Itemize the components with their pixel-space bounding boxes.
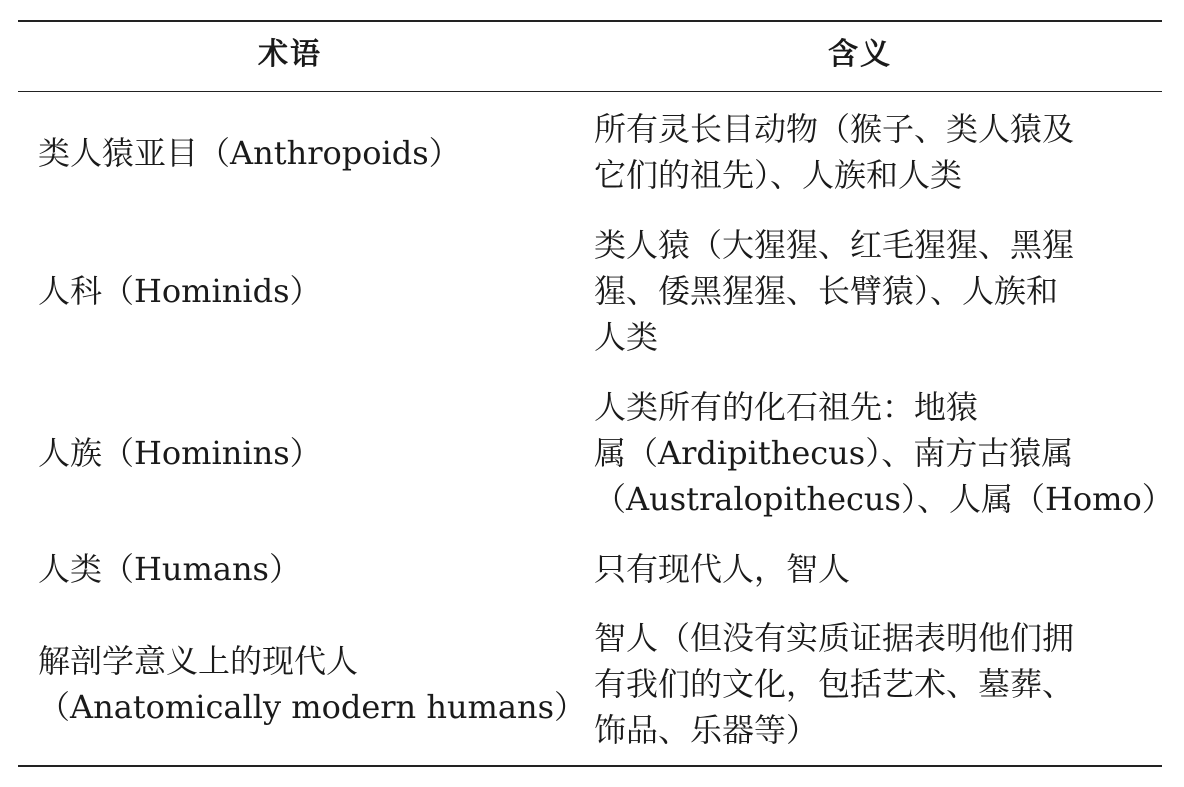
- meaning-line: 智人（但没有实质证据表明他们拥: [594, 619, 1075, 657]
- table-top-rule: [18, 20, 1162, 22]
- column-header-meaning: 含义: [828, 37, 892, 72]
- term-line: 人类（Humans）: [38, 550, 301, 588]
- meaning-line: 人类: [594, 318, 659, 356]
- term-line: （Anatomically modern humans）: [38, 688, 587, 726]
- meaning-line: 饰品、乐器等）: [594, 711, 819, 749]
- term-line: 类人猿亚目（Anthropoids）: [38, 134, 461, 172]
- column-header-term: 术语: [258, 37, 322, 72]
- meaning-cell: [594, 384, 1174, 522]
- meaning-line: 属（Ardipithecus）、南方古猿属: [594, 434, 1074, 472]
- term-cell: [38, 546, 301, 592]
- meaning-line: 猩、倭黑猩猩、长臂猿）、人族和: [594, 272, 1059, 310]
- meaning-line: 只有现代人，智人: [594, 550, 851, 588]
- meaning-line: 人类所有的化石祖先：地猿: [594, 388, 979, 426]
- table-bottom-rule: [18, 765, 1162, 767]
- meaning-line: 所有灵长目动物（猴子、类人猿及: [594, 110, 1075, 148]
- term-line: 解剖学意义上的现代人: [38, 642, 359, 680]
- meaning-line: （Australopithecus）、人属（Homo）: [594, 480, 1174, 518]
- term-cell: [38, 430, 322, 476]
- term-line: 人族（Hominins）: [38, 434, 322, 472]
- meaning-line: 它们的祖先）、人族和人类: [594, 156, 963, 194]
- term-cell: [38, 130, 461, 176]
- term-line: 人科（Hominids）: [38, 272, 322, 310]
- header-separator-rule: [18, 91, 1162, 92]
- meaning-line: 类人猿（大猩猩、红毛猩猩、黑猩: [594, 226, 1075, 264]
- meaning-cell: [594, 106, 1074, 198]
- meaning-cell: [594, 615, 1074, 753]
- term-cell: [38, 268, 322, 314]
- meaning-cell: [594, 546, 850, 592]
- term-cell: [38, 638, 586, 730]
- meaning-cell: [594, 222, 1074, 360]
- meaning-line: 有我们的文化，包括艺术、墓葬、: [594, 665, 1075, 703]
